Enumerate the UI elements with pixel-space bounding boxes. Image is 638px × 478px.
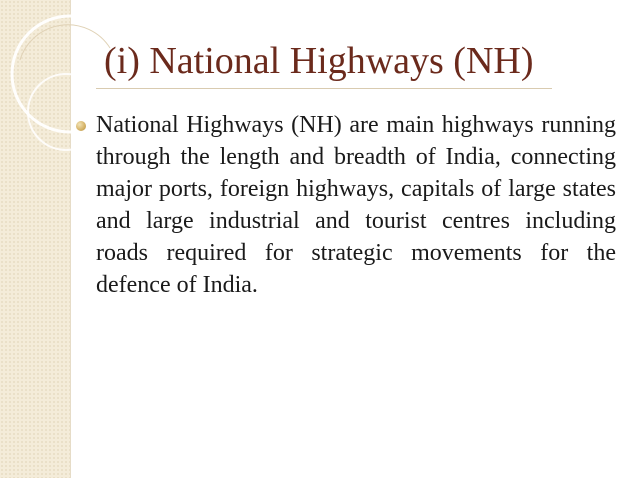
decorative-circle-inner: [28, 74, 104, 150]
bullet-dot-icon: [76, 121, 86, 131]
bullet-text: National Highways (NH) are main highways running through the length and breadth of India, connecting major ports, foreign highways, capitals of large states and large industrial and tourist centres including roads required for strategic movements for the defence of India.: [96, 112, 616, 298]
title-underline: [96, 88, 552, 89]
slide-title: (i) National Highways (NH): [104, 40, 534, 82]
